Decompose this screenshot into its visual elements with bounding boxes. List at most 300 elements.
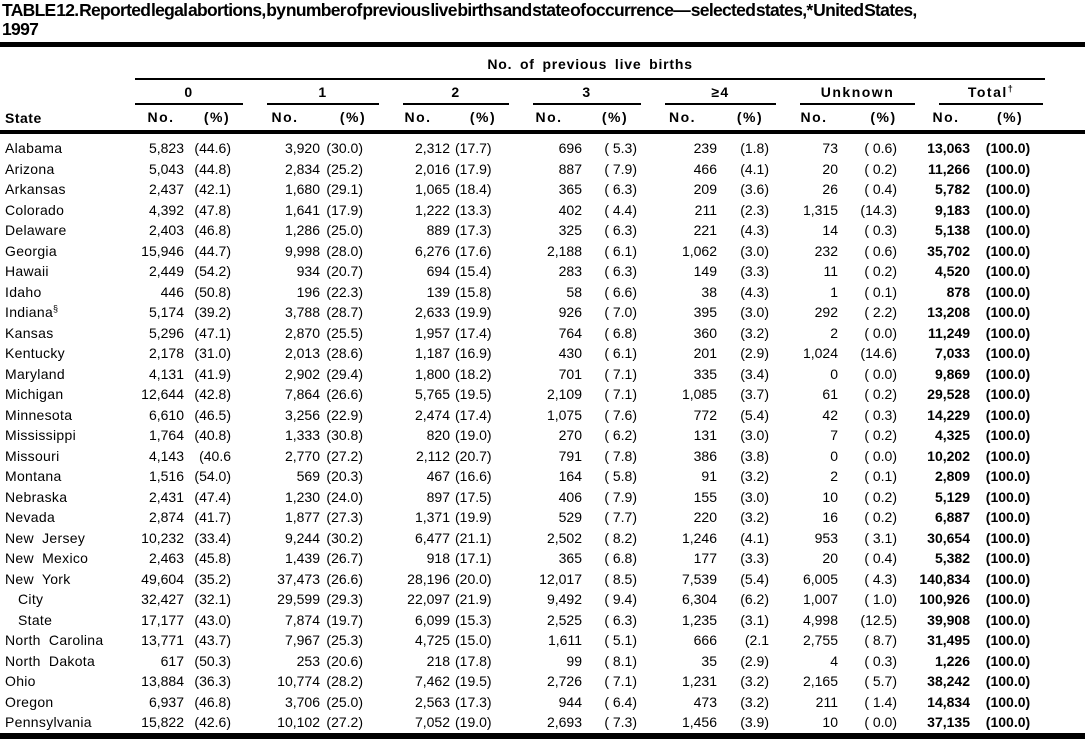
state-name: Kentucky	[5, 345, 65, 361]
percent-cell: (100.0)	[985, 345, 1031, 361]
percent-cell: (16.9)	[455, 345, 492, 361]
count-cell: 1,231	[681, 673, 717, 689]
count-cell: 292	[814, 304, 838, 320]
count-cell: 2,437	[148, 181, 184, 197]
percent-cell: ( 8.1)	[604, 652, 637, 669]
percent-cell: (100.0)	[985, 304, 1031, 320]
subcol-no: No.	[245, 105, 325, 132]
count-cell: 2,902	[284, 365, 320, 382]
table-row	[0, 241, 1085, 262]
percent-cell: ( 0.1)	[864, 283, 897, 300]
table-row	[0, 282, 1085, 303]
table-body	[0, 132, 1085, 736]
percent-cell: ( 6.4)	[604, 693, 637, 710]
group-header-row	[0, 80, 1085, 105]
percent-cell: (15.0)	[455, 632, 492, 648]
count-cell: 38,242	[927, 673, 970, 689]
row-filler	[1045, 241, 1085, 262]
count-cell: 13,771	[141, 632, 184, 648]
percent-cell: (42.6)	[189, 712, 245, 736]
count-cell: 14,834	[927, 693, 970, 710]
count-cell: 878	[946, 283, 970, 300]
percent-cell: (44.6)	[194, 140, 231, 156]
percent-cell: (3.3)	[740, 550, 769, 566]
count-cell: 17,177	[141, 611, 184, 628]
count-cell: 15,946	[141, 242, 184, 259]
table-row	[0, 364, 1085, 385]
percent-cell: (3.2)	[740, 673, 769, 689]
count-cell: 239	[693, 140, 717, 156]
percent-cell: (22.9)	[326, 406, 363, 423]
percent-cell: (29.1)	[326, 181, 363, 197]
row-filler	[1045, 384, 1085, 405]
count-cell: 6,276	[414, 242, 450, 259]
row-filler	[1045, 179, 1085, 200]
count-cell: 2,502	[546, 529, 582, 546]
percent-cell: (44.7)	[194, 242, 231, 259]
row-filler	[1045, 507, 1085, 528]
count-cell: 6,099	[414, 611, 450, 628]
state-name: Indiana§	[5, 303, 59, 320]
count-cell: 4,325	[934, 427, 970, 443]
state-name: New Mexico	[5, 550, 89, 566]
percent-cell: (27.3)	[326, 509, 363, 525]
percent-cell: (46.8)	[194, 222, 231, 238]
table-row	[0, 425, 1085, 446]
count-cell: 1,187	[414, 345, 450, 361]
percent-cell: (3.3)	[740, 263, 769, 279]
count-cell: 7,539	[681, 570, 717, 587]
row-filler	[1045, 671, 1085, 692]
count-cell: 1,286	[284, 222, 320, 238]
percent-cell: (12.5)	[860, 611, 897, 628]
percent-cell: (17.8)	[455, 652, 492, 669]
table-row	[0, 384, 1085, 405]
count-cell: 9,183	[934, 201, 970, 218]
count-cell: 6,887	[934, 509, 970, 525]
count-cell: 35,702	[927, 242, 970, 259]
count-cell: 1,230	[284, 488, 320, 505]
row-filler	[1045, 528, 1085, 549]
state-name: Pennsylvania	[0, 712, 133, 736]
percent-cell: (100.0)	[985, 263, 1031, 279]
count-cell: 6,610	[148, 406, 184, 423]
count-cell: 2,474	[414, 406, 450, 423]
count-cell: 100,926	[919, 591, 970, 607]
table-row	[0, 651, 1085, 672]
state-name: Minnesota	[5, 406, 73, 423]
count-cell: 1,456	[643, 712, 722, 736]
count-cell: 402	[558, 201, 582, 218]
percent-cell: ( 0.3)	[864, 222, 897, 238]
percent-cell: ( 7.7)	[604, 509, 637, 525]
percent-cell: (28.7)	[326, 304, 363, 320]
abortions-by-previous-live-births-table	[0, 47, 1085, 739]
state-name: North Dakota	[5, 652, 96, 669]
percent-cell: ( 6.3)	[604, 222, 637, 238]
count-cell: 13,063	[927, 140, 970, 156]
column-group-4-or-more	[643, 80, 778, 105]
percent-cell: ( 0.2)	[864, 488, 897, 505]
count-cell: 149	[693, 263, 717, 279]
count-cell: 4,143	[148, 447, 184, 464]
percent-cell: (2.1	[744, 632, 769, 648]
percent-cell: (100.0)	[985, 447, 1031, 464]
percent-cell: ( 6.3)	[604, 611, 637, 628]
state-name: North Carolina	[5, 632, 104, 648]
count-cell: 791	[558, 447, 582, 464]
table-row	[0, 712, 1085, 736]
percent-cell: (100.0)	[985, 652, 1031, 669]
subcol-pct: (%)	[722, 105, 778, 132]
count-cell: 2,693	[511, 712, 587, 736]
percent-cell: ( 0.1)	[864, 468, 897, 484]
count-cell: 10,102	[245, 712, 325, 736]
percent-cell: (3.0)	[740, 304, 769, 320]
count-cell: 406	[558, 488, 582, 505]
count-cell: 7,967	[284, 632, 320, 648]
percent-cell: (3.6)	[740, 181, 769, 197]
subheader-row	[0, 105, 1085, 132]
percent-cell: (19.0)	[455, 712, 511, 736]
percent-cell: (17.4)	[455, 324, 492, 341]
state-name: Hawaii	[5, 263, 49, 279]
count-cell: 701	[558, 365, 582, 382]
count-cell: 325	[558, 222, 582, 238]
percent-cell: (54.2)	[194, 263, 231, 279]
percent-cell: (100.0)	[985, 632, 1031, 648]
percent-cell: (3.2)	[740, 468, 769, 484]
count-cell: 4,725	[414, 632, 450, 648]
count-cell: 211	[694, 201, 717, 218]
percent-cell: (4.3)	[740, 222, 769, 238]
percent-cell: (100.0)	[985, 611, 1031, 628]
count-cell: 666	[693, 632, 717, 648]
count-cell: 395	[693, 304, 717, 320]
percent-cell: ( 5.8)	[604, 468, 637, 484]
count-cell: 12,644	[141, 386, 184, 402]
state-name: Georgia	[5, 242, 57, 259]
percent-cell: (17.9)	[326, 201, 363, 218]
row-filler	[1045, 425, 1085, 446]
table-row	[0, 200, 1085, 221]
count-cell: 694	[426, 263, 450, 279]
count-cell: 7,033	[934, 345, 970, 361]
percent-cell: (35.2)	[194, 570, 231, 587]
percent-cell: ( 7.1)	[604, 386, 637, 402]
count-cell: 0	[830, 365, 838, 382]
percent-cell: ( 0.3)	[864, 406, 897, 423]
table-row	[0, 446, 1085, 467]
percent-cell: (14.6)	[860, 345, 897, 361]
count-cell: 9,492	[546, 591, 582, 607]
count-cell: 10	[778, 712, 850, 736]
table-row	[0, 528, 1085, 549]
percent-cell: (19.9)	[455, 509, 492, 525]
count-cell: 2,770	[284, 447, 320, 464]
row-filler	[1045, 466, 1085, 487]
count-cell: 1,024	[802, 345, 838, 361]
percent-cell: (42.8)	[194, 386, 231, 402]
count-cell: 58	[566, 283, 582, 300]
count-cell: 177	[693, 550, 717, 566]
count-cell: 270	[558, 427, 582, 443]
percent-cell: ( 7.3)	[587, 712, 643, 736]
row-filler	[1045, 261, 1085, 282]
percent-cell: (100.0)	[985, 242, 1031, 259]
percent-cell: (100.0)	[985, 673, 1031, 689]
count-cell: 218	[426, 652, 450, 669]
group-label: Total	[967, 84, 1008, 100]
count-cell: 2,463	[148, 550, 184, 566]
count-cell: 4,392	[148, 201, 184, 218]
percent-cell: (5.4)	[740, 406, 769, 423]
count-cell: 140,834	[919, 570, 970, 587]
count-cell: 2,563	[414, 693, 450, 710]
count-cell: 3,920	[284, 140, 320, 156]
column-group-1	[245, 80, 381, 105]
count-cell: 5,382	[934, 550, 970, 566]
group-label: 0	[184, 84, 194, 100]
percent-cell: ( 7.1)	[604, 365, 637, 382]
percent-cell: ( 6.3)	[604, 181, 637, 197]
count-cell: 42	[822, 406, 838, 423]
percent-cell: ( 0.4)	[864, 550, 897, 566]
percent-cell: (50.3)	[194, 652, 231, 669]
count-cell: 32,427	[141, 591, 184, 607]
column-group-2	[381, 80, 511, 105]
percent-cell: (47.8)	[194, 201, 231, 218]
percent-cell: ( 6.1)	[604, 345, 637, 361]
count-cell: 14	[822, 222, 838, 238]
count-cell: 1,065	[414, 181, 450, 197]
percent-cell: (2.9)	[740, 652, 769, 669]
state-name: Idaho	[5, 283, 42, 300]
percent-cell: ( 1.0)	[864, 591, 897, 607]
percent-cell: (3.2)	[740, 509, 769, 525]
percent-cell: (4.3)	[740, 283, 769, 300]
count-cell: 155	[693, 488, 717, 505]
count-cell: 10	[822, 488, 838, 505]
table-row	[0, 692, 1085, 713]
count-cell: 1,800	[414, 365, 450, 382]
row-filler	[1045, 200, 1085, 221]
state-name: Oregon	[5, 693, 54, 710]
percent-cell: (30.0)	[326, 140, 363, 156]
percent-cell: (3.0)	[740, 427, 769, 443]
count-cell: 1,641	[284, 201, 320, 218]
percent-cell: ( 0.4)	[864, 181, 897, 197]
state-name: Ohio	[5, 673, 36, 689]
percent-cell: ( 7.9)	[604, 160, 637, 177]
count-cell: 2,449	[148, 263, 184, 279]
count-cell: 1,075	[546, 406, 582, 423]
count-cell: 7,874	[284, 611, 320, 628]
percent-cell: ( 1.4)	[864, 693, 897, 710]
count-cell: 1,957	[414, 324, 450, 341]
table-row	[0, 671, 1085, 692]
count-cell: 5,043	[148, 160, 184, 177]
count-cell: 5,138	[934, 222, 970, 238]
percent-cell: (42.1)	[194, 181, 231, 197]
percent-cell: (4.1)	[740, 160, 769, 177]
count-cell: 446	[160, 283, 184, 300]
percent-cell: ( 0.0)	[850, 712, 917, 736]
percent-cell: (1.8)	[740, 140, 769, 156]
percent-cell: (25.2)	[326, 160, 363, 177]
percent-cell: (28.0)	[326, 242, 363, 259]
percent-cell: (100.0)	[985, 283, 1031, 300]
row-filler	[1045, 220, 1085, 241]
percent-cell: (28.2)	[326, 673, 363, 689]
count-cell: 232	[814, 242, 838, 259]
percent-cell: (100.0)	[985, 427, 1031, 443]
count-cell: 13,884	[141, 673, 184, 689]
percent-cell: (19.9)	[455, 304, 492, 320]
count-cell: 31,495	[927, 632, 970, 648]
count-cell: 335	[693, 365, 717, 382]
row-filler	[1045, 282, 1085, 303]
state-name: Kansas	[5, 324, 54, 341]
count-cell: 2,809	[934, 468, 970, 484]
percent-cell: (28.6)	[326, 345, 363, 361]
count-cell: 2,834	[284, 160, 320, 177]
state-name: City	[18, 591, 44, 607]
percent-cell: (45.8)	[194, 550, 231, 566]
percent-cell: (3.9)	[722, 712, 778, 736]
table-header	[0, 47, 1085, 132]
percent-cell: ( 6.2)	[604, 427, 637, 443]
table-row	[0, 220, 1085, 241]
percent-cell: ( 6.3)	[604, 263, 637, 279]
percent-cell: (18.2)	[455, 365, 492, 382]
percent-cell: (17.4)	[455, 406, 492, 423]
count-cell: 1,085	[681, 386, 717, 402]
column-group-unknown	[778, 80, 917, 105]
count-cell: 2,870	[284, 324, 320, 341]
row-filler	[1045, 712, 1085, 736]
count-cell: 13,208	[927, 304, 970, 320]
percent-cell: ( 0.6)	[864, 242, 897, 259]
group-label: Unknown	[820, 84, 895, 100]
count-cell: 386	[693, 447, 717, 464]
row-filler	[1045, 364, 1085, 385]
percent-cell: (47.1)	[194, 324, 231, 341]
percent-cell: ( 4.3)	[864, 570, 897, 587]
percent-cell: (17.3)	[455, 693, 492, 710]
percent-cell: (17.5)	[455, 488, 492, 505]
percent-cell: (20.3)	[326, 468, 363, 484]
percent-cell: (47.4)	[194, 488, 231, 505]
percent-cell: (100.0)	[985, 591, 1031, 607]
count-cell: 4,520	[934, 263, 970, 279]
percent-cell: ( 5.7)	[864, 673, 897, 689]
table-row	[0, 548, 1085, 569]
spanner-header	[133, 47, 1045, 80]
percent-cell: ( 6.6)	[604, 283, 637, 300]
table-row	[0, 132, 1085, 159]
percent-cell: (100.0)	[985, 529, 1031, 546]
count-cell: 696	[558, 140, 582, 156]
percent-cell: (40.6	[199, 447, 231, 464]
percent-cell: (25.0)	[326, 693, 363, 710]
percent-cell: (100.0)	[985, 693, 1031, 710]
percent-cell: ( 0.2)	[864, 427, 897, 443]
percent-cell: ( 0.0)	[864, 447, 897, 464]
count-cell: 430	[558, 345, 582, 361]
percent-cell: (100.0)	[985, 324, 1031, 341]
percent-cell: (26.6)	[326, 386, 363, 402]
count-cell: 6,005	[802, 570, 838, 587]
count-cell: 1	[830, 283, 838, 300]
percent-cell: (43.0)	[194, 611, 231, 628]
state-name: Michigan	[5, 386, 64, 402]
percent-cell: (15.3)	[455, 611, 492, 628]
percent-cell: ( 0.6)	[864, 140, 897, 156]
percent-cell: (100.0)	[985, 386, 1031, 402]
percent-cell: (17.3)	[455, 222, 492, 238]
percent-cell: (19.5)	[455, 673, 492, 689]
count-cell: 16	[822, 509, 838, 525]
percent-cell: ( 7.0)	[604, 304, 637, 320]
count-cell: 617	[160, 652, 184, 669]
percent-cell: (33.4)	[194, 529, 231, 546]
count-cell: 1,062	[681, 242, 717, 259]
row-filler	[1045, 487, 1085, 508]
count-cell: 5,174	[148, 304, 184, 320]
count-cell: 887	[558, 160, 582, 177]
percent-cell: (46.5)	[194, 406, 231, 423]
percent-cell: (2.9)	[740, 345, 769, 361]
count-cell: 5,782	[934, 181, 970, 197]
subcol-pct: (%)	[850, 105, 917, 132]
percent-cell: (29.4)	[326, 365, 363, 382]
percent-cell: (3.2)	[740, 324, 769, 341]
count-cell: 22,097	[407, 591, 450, 607]
percent-cell: (30.2)	[326, 529, 363, 546]
percent-cell: (43.7)	[194, 632, 231, 648]
subcol-no: No.	[133, 105, 189, 132]
percent-cell: (17.6)	[455, 242, 492, 259]
count-cell: 7,052	[381, 712, 455, 736]
count-cell: 99	[566, 652, 582, 669]
state-name: State	[18, 611, 53, 628]
table-row	[0, 507, 1085, 528]
percent-cell: (54.0)	[194, 468, 231, 484]
percent-cell: (19.0)	[455, 427, 492, 443]
row-filler	[1045, 405, 1085, 426]
percent-cell: (25.0)	[326, 222, 363, 238]
table-row	[0, 466, 1085, 487]
percent-cell: (39.2)	[194, 304, 231, 320]
count-cell: 1,611	[548, 632, 582, 648]
percent-cell: ( 0.0)	[864, 365, 897, 382]
count-cell: 1,246	[681, 529, 717, 546]
count-cell: 1,516	[148, 468, 184, 484]
percent-cell: (3.0)	[740, 242, 769, 259]
percent-cell: (19.7)	[326, 611, 363, 628]
count-cell: 4	[830, 652, 838, 669]
percent-cell: (24.0)	[326, 488, 363, 505]
percent-cell: ( 4.4)	[604, 201, 637, 218]
count-cell: 360	[693, 324, 717, 341]
count-cell: 28,196	[407, 570, 450, 587]
percent-cell: (100.0)	[985, 201, 1031, 218]
table-row	[0, 630, 1085, 651]
state-name: Montana	[5, 468, 62, 484]
percent-cell: (40.8)	[194, 427, 231, 443]
percent-cell: (3.8)	[740, 447, 769, 464]
